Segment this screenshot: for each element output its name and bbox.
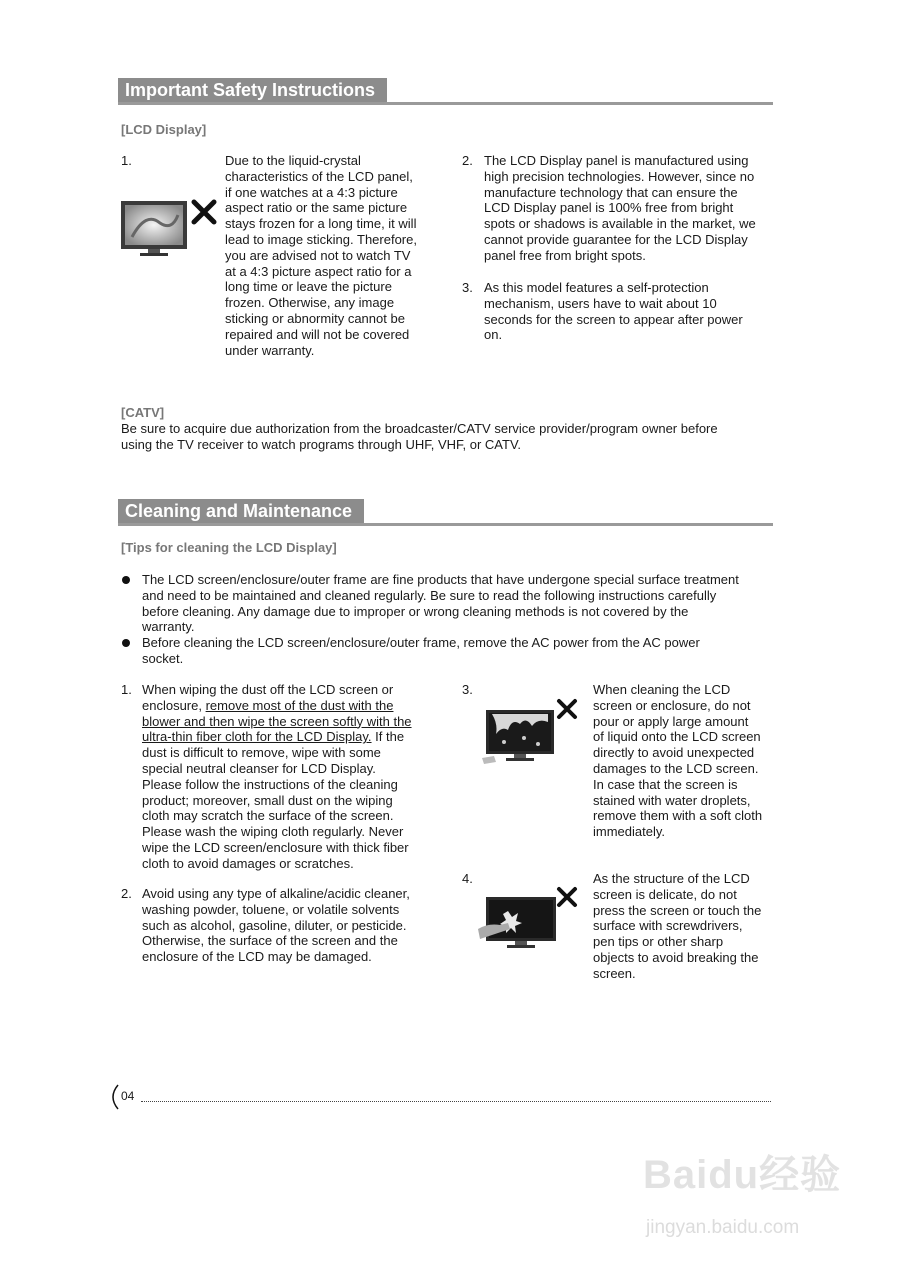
footer-dotted-rule [141,1101,771,1102]
tv-press-screen-icon [478,893,562,955]
page-number-bracket [106,1083,120,1115]
lcd-item-2-number: 2. [462,153,473,168]
lcd-item-1-number: 1. [121,153,132,168]
bullet-dot [122,576,130,584]
cleaning-item-3-number: 3. [462,682,473,697]
cleaning-tips-heading: [Tips for cleaning the LCD Display] [121,540,337,555]
cleaning-item-2-number: 2. [121,886,132,901]
lcd-item-1-text: Due to the liquid-crystal characteristics of the LCD panel, if one watches at a 4:3 picture aspect ratio or the same picture stays frozen for a long time, it will lead to image sticking. Therefore, you are advised not to watch TV at a 4:3 picture aspect ratio for a long time or leave the picture frozen. Otherwise, any image sticking or abnormity cannot be repaired and will not be covered under warranty. [225,153,417,358]
cross-mark-icon [556,886,578,912]
cleaning-section-title: Cleaning and Maintenance [118,499,364,523]
page-number: 04 [121,1089,135,1103]
cleaning-item-1-text: When wiping the dust off the LCD screen or enclosure, remove most of the dust with the blower and then wipe the screen softly with the ultra-thin fiber cloth for the LCD Display. If the dust is difficult to remove, wipe with some special neutral cleanser for LCD Display. Please follow the instructions of the cleaning product; moreover, small dust on the wiping cloth may scratch the surface of the screen. Please wash the wiping cloth regularly. Never wipe the LCD screen/enclosure with thick fiber cloth to avoid damages or scratches. [142,682,412,871]
cleaning-item-1-number: 1. [121,682,132,697]
cleaning-bullet-2: Before cleaning the LCD screen/enclosure/outer frame, remove the AC power from the AC power socket. [142,635,700,666]
lcd-display-heading: [LCD Display] [121,122,207,137]
watermark-url: jingyan.baidu.com [646,1217,800,1238]
safety-section-header [118,78,773,105]
catv-heading: [CATV] [121,405,165,420]
cleaning-item-4-number: 4. [462,871,473,886]
safety-section-title: Important Safety Instructions [118,78,387,102]
bullet-dot [122,639,130,647]
cleaning-bullet-1: The LCD screen/enclosure/outer frame are fine products that have undergone special surface treatment and need to be maintained and cleaned regularly. Be sure to read the following instructions carefully before cleaning. Any damage due to improper or wrong cleaning methods is not covered by the warranty. [142,572,739,635]
cleaning-item-4-text: As the structure of the LCD screen is delicate, do not press the screen or touch the surface with screwdrivers, pen tips or other sharp objects to avoid breaking the screen. [593,871,762,981]
cleaning-item-2-text: Avoid using any type of alkaline/acidic cleaner, washing powder, toluene, or volatile solvents such as alcohol, gasoline, diluter, or pesticide. Otherwise, the surface of the screen and the enclosure of the LCD may be damaged. [142,886,410,965]
lcd-item-3-text: As this model features a self-protection mechanism, users have to wait about 10 seconds for the screen to appear after power on. [484,280,743,343]
catv-text: Be sure to acquire due authorization from the broadcaster/CATV service provider/program owner before using the TV receiver to watch programs through UHF, VHF, or CATV. [121,421,718,452]
cleaning-item-3-text: When cleaning the LCD screen or enclosure, do not pour or apply large amount of liquid onto the LCD screen directly to avoid unexpected damages to the LCD screen. In case that the screen is stained with water droplets, remove them with a soft cloth immediately. [593,682,763,840]
lcd-item-2-text: The LCD Display panel is manufactured using high precision technologies. However, since no manufacture technology that can ensure the LCD Display panel is 100% free from bright spots or shadows is available in the market, we cannot provide guarantee for the LCD Display panel free from bright spots. [484,153,756,263]
cross-mark-icon [556,698,578,724]
cross-mark-icon [190,198,218,230]
watermark-brand: Baidu经验 [643,1153,842,1197]
tv-liquid-spill-icon [480,706,560,772]
cleaning-section-header [118,499,773,526]
lcd-item-3-number: 3. [462,280,473,295]
